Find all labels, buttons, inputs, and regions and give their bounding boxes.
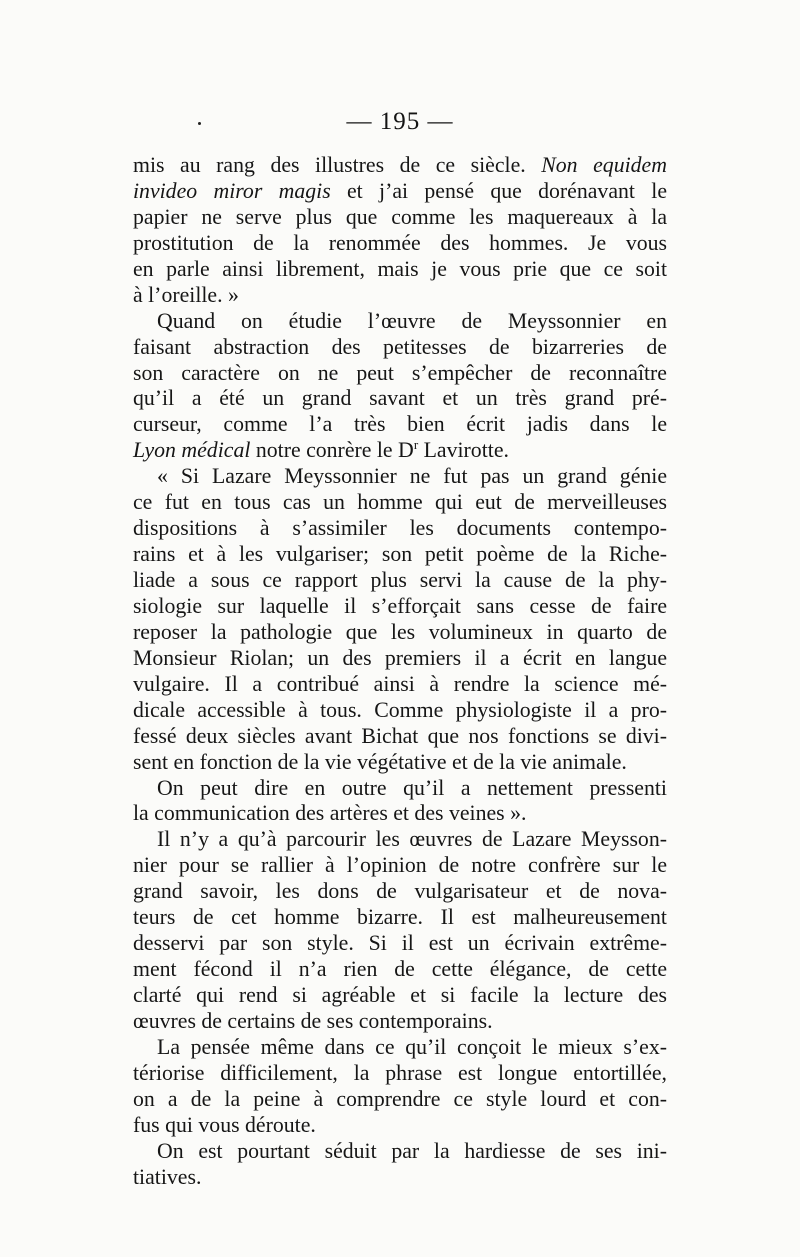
text-line [133, 361, 667, 387]
text-span: notre conrère le D [250, 438, 414, 463]
text-span: dispositions à s’assimiler les documents contempo- [133, 516, 667, 541]
text-line [133, 1035, 667, 1061]
text-line [133, 724, 667, 750]
text-span: faisant abstraction des petitesses de bizarreries de [133, 334, 667, 359]
text-line [133, 516, 667, 542]
text-span: sent en fonction de la vie végétative et de la vie animale. [133, 749, 627, 774]
text-span: nier pour se rallier à l’opinion de notre confrère sur le [133, 853, 667, 878]
text-line [133, 179, 667, 205]
italic-text: invideo miror magis [133, 178, 331, 203]
text-line [133, 672, 667, 698]
text-line [133, 542, 667, 568]
text-span: dicale accessible à tous. Comme physiologiste il a pro- [133, 697, 667, 722]
text-line [133, 231, 667, 257]
text-line [133, 646, 667, 672]
text-line [133, 464, 667, 490]
text-line [133, 490, 667, 516]
text-line [133, 1009, 667, 1035]
text-span: desservi par son style. Si il est un écrivain extrême- [133, 931, 667, 956]
text-line [133, 205, 667, 231]
text-span: tiatives. [133, 1164, 202, 1189]
superscript: r [413, 437, 419, 453]
text-line [133, 309, 667, 335]
text-span: Il n’y a qu’à parcourir les œuvres de Lazare Meysson- [157, 827, 667, 852]
text-span: la communication des artères et des veines ». [133, 801, 527, 826]
text-line [133, 698, 667, 724]
text-span: ce fut en tous cas un homme qui eut de merveilleuses [133, 490, 667, 515]
text-line [133, 905, 667, 931]
text-span: à l’oreille. » [133, 282, 239, 307]
text-line [133, 1165, 667, 1191]
text-line [133, 257, 667, 283]
text-line [133, 283, 667, 309]
text-span: et j’ai pensé que dorénavant le [330, 178, 667, 203]
text-span: tériorise difficilement, la phrase est longue entortillée, [133, 1060, 667, 1085]
text-line [133, 335, 667, 361]
text-line [133, 853, 667, 879]
text-span: ment fécond il n’a rien de cette élégance, de cette [133, 957, 667, 982]
italic-text: Lyon médical [133, 438, 251, 463]
text-line [133, 827, 667, 853]
text-span: prostitution de la renommée des hommes. Je vous [133, 230, 667, 255]
text-span: vulgaire. Il a contribué ainsi à rendre la science mé- [133, 671, 667, 696]
text-span: son caractère on ne peut s’empêcher de reconnaître [133, 360, 667, 385]
text-line [133, 957, 667, 983]
text-span: On est pourtant séduit par la hardiesse de ses ini- [157, 1138, 667, 1163]
text-span: liade a sous ce rapport plus servi la cause de la phy- [133, 568, 667, 592]
text-line [133, 412, 667, 438]
text-span: fus qui vous déroute. [133, 1112, 316, 1137]
text-span: grand savoir, les dons de vulgarisateur et de nova- [133, 879, 667, 904]
text-line [133, 153, 667, 179]
text-line [133, 983, 667, 1009]
text-line [133, 594, 667, 620]
text-span: Lavirotte. [418, 438, 509, 463]
text-span: On peut dire en outre qu’il a nettement pressenti [157, 775, 667, 800]
text-line [133, 750, 667, 776]
text-line [133, 1061, 667, 1087]
text-span: « Si Lazare Meyssonnier ne fut pas un grand génie [157, 464, 667, 489]
text-line [133, 1113, 667, 1139]
text-line [133, 776, 667, 802]
text-line [133, 386, 667, 412]
text-span: Quand on étudie l’œuvre de Meyssonnier en [157, 308, 667, 333]
italic-text: Non equidem [541, 153, 667, 177]
body-text [133, 153, 667, 1191]
text-span: rains et à les vulgariser; son petit poème de la Riche- [133, 542, 667, 567]
text-line [133, 1139, 667, 1165]
text-span: Monsieur Riolan; un des premiers il a écrit en langue [133, 645, 667, 670]
text-span: œuvres de certains de ses contemporains. [133, 1008, 493, 1033]
text-span: qu’il a été un grand savant et un très grand pré- [133, 386, 667, 411]
text-span: teurs de cet homme bizarre. Il est malheureusement [133, 905, 667, 930]
text-line [133, 620, 667, 646]
text-line [133, 1087, 667, 1113]
text-span: papier ne serve plus que comme les maquereaux à la [133, 204, 667, 229]
text-line [133, 931, 667, 957]
text-span: fessé deux siècles avant Bichat que nos fonctions se divi- [133, 723, 667, 748]
text-span: clarté qui rend si agréable et si facile la lecture des [133, 983, 667, 1007]
text-span: La pensée même dans ce qu’il conçoit le mieux s’ex- [157, 1034, 667, 1059]
text-span: reposer la pathologie que les volumineux in quarto de [133, 619, 667, 644]
text-span: en parle ainsi librement, mais je vous prie que ce soit [133, 256, 667, 281]
text-line [133, 438, 667, 464]
text-line [133, 801, 667, 827]
text-span: on a de la peine à comprendre ce style lourd et con- [133, 1086, 667, 1111]
text-line [133, 879, 667, 905]
text-line [133, 568, 667, 594]
text-span: curseur, comme l’a très bien écrit jadis dans le [133, 412, 667, 437]
page-number-header: — 195 — [346, 108, 454, 135]
text-span: mis au rang des illustres de ce siècle. [133, 153, 542, 177]
text-span: siologie sur laquelle il s’efforçait sans cesse de faire [133, 593, 667, 618]
